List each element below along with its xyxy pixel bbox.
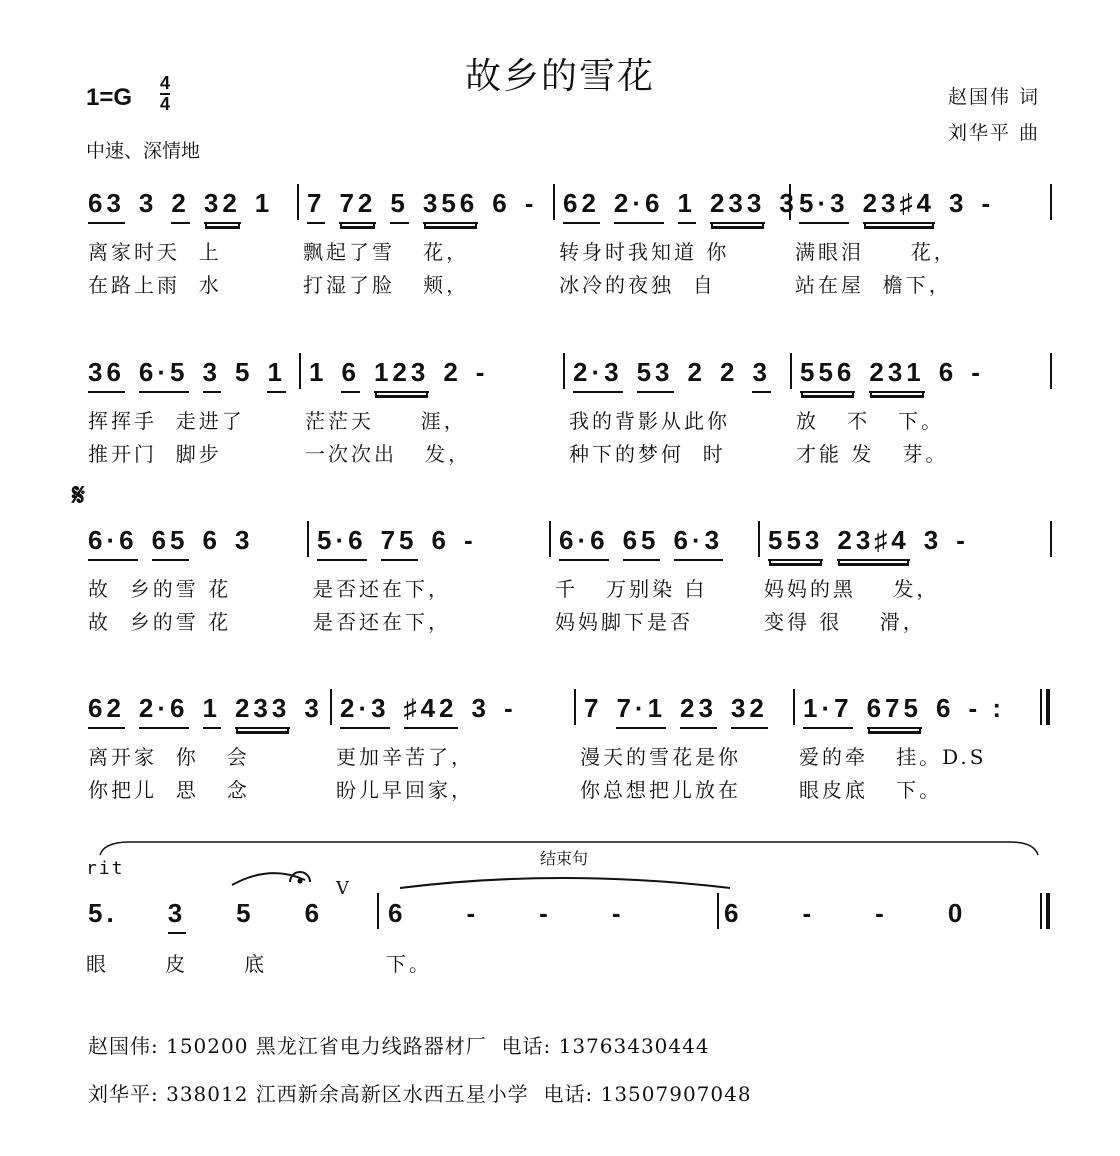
segno-sign: 𝄋: [72, 478, 85, 513]
lyric-verse-2: 是否还在下，: [313, 610, 451, 634]
note-group: 6·5: [139, 357, 189, 393]
lyric-verse-1: 漫天的雪花是你: [580, 745, 741, 769]
composer: 刘华平 曲: [948, 122, 1041, 144]
note-group: -: [981, 188, 995, 218]
lyric-verse-1: 挥挥手 走进了: [88, 409, 245, 433]
lyric-verse-2: 眼皮底 下。: [799, 778, 943, 802]
note-group: 2: [171, 188, 189, 224]
note-group: 6: [492, 188, 511, 218]
key-signature: 1=G: [86, 84, 133, 111]
note-group: 5·6: [317, 525, 367, 561]
ending-label: 结束句: [540, 849, 589, 868]
lyric-verse-2: 站在屋 檐下，: [795, 273, 952, 297]
note-group: 7: [584, 693, 603, 723]
footer-line-composer: 刘华平: 338012 江西新余高新区水西五星小学 电话: 13507907048: [88, 1082, 752, 1106]
note-group: 2·3: [573, 357, 623, 393]
note-group: 3: [304, 693, 323, 723]
lyric-verse-2: 妈妈脚下是否: [555, 610, 693, 634]
lyric-verse-2: 你总想把儿放在: [580, 778, 741, 802]
note-group: 53: [637, 357, 674, 393]
note-group: ♯42: [404, 693, 458, 729]
note-group: 62: [563, 188, 600, 224]
lyric-verse-2: 变得 很 滑，: [764, 610, 926, 634]
note-group: 23♯4: [863, 188, 935, 224]
note-group: 23♯4: [837, 525, 909, 561]
note-group: 6: [935, 693, 955, 723]
note-group: 6·6: [559, 525, 609, 561]
note-group: 1: [678, 188, 696, 224]
note-group: 3: [234, 525, 254, 555]
note-group: 2·6: [139, 693, 189, 729]
lyric-verse-2: 推开门 脚步: [88, 442, 222, 466]
lyric-verse-1: 故 乡的雪 花: [88, 577, 232, 601]
note-group: -: [466, 898, 480, 928]
note-group: -: [971, 357, 984, 387]
note-group: -: [463, 525, 477, 555]
lyric-verse-1: 爱的牵 挂。D.S: [799, 745, 987, 769]
note-group: 3: [138, 188, 158, 218]
lyric-verse-2: 种下的梦何 时: [569, 442, 726, 466]
note-group: 6: [388, 898, 407, 928]
note-group: 6: [724, 898, 743, 928]
note-group: 233: [235, 693, 290, 729]
lyric-verse-1: 离开家 你 会: [88, 745, 250, 769]
note-group: 6·6: [88, 525, 138, 561]
lyric-verse-2: 在路上雨 水: [88, 273, 222, 297]
note-group: 5·3: [799, 188, 849, 224]
note-group: 5: [390, 188, 408, 224]
note-group: 72: [339, 188, 376, 224]
note-group: 5: [236, 898, 255, 928]
lyricist: 赵国伟 词: [948, 86, 1041, 108]
note-group: 62: [88, 693, 125, 729]
note-group: 3: [203, 357, 221, 393]
ending-lyric: 下。: [386, 952, 432, 976]
note-group: 36: [88, 357, 125, 393]
note-group: 556: [800, 357, 855, 393]
ending-bracket: [100, 842, 1038, 855]
note-group: 675: [867, 693, 922, 729]
note-group: 32: [204, 188, 241, 224]
note-group: 3: [948, 188, 968, 218]
note-group: -: [802, 898, 816, 928]
lyric-verse-1: 千 万别染 白: [555, 577, 708, 601]
lyric-verse-1: 飘起了雪 花，: [303, 240, 470, 264]
ending-lyric: 眼 皮 底: [86, 952, 275, 976]
note-group: 1: [309, 357, 328, 387]
note-group: -: [875, 898, 888, 928]
note-group: 32: [731, 693, 768, 729]
rit-marking: rit: [86, 858, 125, 879]
lyric-verse-1: 是否还在下，: [313, 577, 451, 601]
note-group: 2·3: [340, 693, 390, 729]
note-group: 3: [923, 525, 943, 555]
lyric-verse-1: 我的背影从此你: [569, 409, 730, 433]
note-group: 6: [431, 525, 450, 555]
lyric-verse-2: 才能 发 芽。: [796, 442, 949, 466]
lyric-verse-2: 故 乡的雪 花: [88, 610, 232, 634]
note-group: 65: [623, 525, 660, 561]
note-group: -: [611, 898, 625, 928]
note-group: 23: [680, 693, 717, 729]
lyric-verse-1: 更加辛苦了，: [336, 745, 474, 769]
note-group: 553: [768, 525, 823, 561]
time-bottom: 4: [160, 94, 171, 114]
lyric-verse-1: 茫茫天 涯，: [305, 409, 467, 433]
note-group: 2·6: [614, 188, 664, 224]
note-group: 1: [203, 693, 221, 729]
time-top: 4: [160, 73, 171, 93]
tempo-marking: 中速、深情地: [86, 140, 201, 162]
note-group: 1: [254, 188, 274, 218]
note-group: 3: [779, 188, 798, 218]
note-group: 6: [202, 525, 221, 555]
note-group: -: [475, 357, 489, 387]
lyric-verse-1: 放 不 下。: [796, 409, 945, 433]
note-group: 3: [471, 693, 490, 723]
breath-mark: V: [336, 878, 349, 899]
lyric-verse-1: 转身时我知道 你: [559, 240, 730, 264]
note-group: 1·7: [803, 693, 853, 729]
note-group: 0: [947, 898, 967, 928]
note-group: -: [503, 693, 517, 723]
lyric-verse-1: 妈妈的黑 发，: [764, 577, 940, 601]
note-group: 65: [152, 525, 189, 561]
note-group: - :: [968, 693, 1005, 723]
lyric-verse-2: 冰冷的夜独 自: [559, 273, 716, 297]
note-group: 2: [443, 357, 462, 387]
lyric-verse-2: 盼儿早回家，: [336, 778, 474, 802]
note-group: 6: [341, 357, 359, 393]
footer-line-lyricist: 赵国伟: 150200 黑龙江省电力线路器材厂 电话: 13763430444: [88, 1034, 710, 1058]
note-group: 231: [869, 357, 924, 393]
note-group: 3: [168, 898, 186, 934]
note-group: 123: [374, 357, 429, 393]
note-group: 233: [710, 188, 765, 224]
note-group: 6: [938, 357, 958, 387]
lyric-verse-2: 你把儿 思 念: [88, 778, 250, 802]
note-group: 7: [307, 188, 325, 224]
note-group: 5.: [88, 898, 118, 928]
note-group: -: [524, 188, 538, 218]
note-group: 63: [88, 188, 125, 224]
tie-slur: [400, 878, 730, 888]
note-group: 7·1: [616, 693, 666, 729]
note-group: 2: [687, 357, 706, 387]
fermata-dot: [298, 879, 303, 884]
note-group: 75: [381, 525, 418, 561]
note-group: 6·3: [674, 525, 724, 561]
song-title: 故乡的雪花: [464, 56, 655, 97]
lyric-verse-2: 打湿了脸 颊，: [303, 273, 470, 297]
note-group: 3: [752, 357, 770, 393]
note-group: -: [539, 898, 552, 928]
note-group: -: [956, 525, 969, 555]
lyric-verse-1: 满眼泪 花，: [795, 240, 957, 264]
note-group: 6: [304, 898, 324, 928]
note-group: 356: [423, 188, 478, 224]
note-group: 5: [234, 357, 254, 387]
note-group: 1: [267, 357, 285, 393]
lyric-verse-1: 离家时天 上: [88, 240, 222, 264]
lyric-verse-2: 一次次出 发，: [305, 442, 472, 466]
note-group: 2: [719, 357, 739, 387]
